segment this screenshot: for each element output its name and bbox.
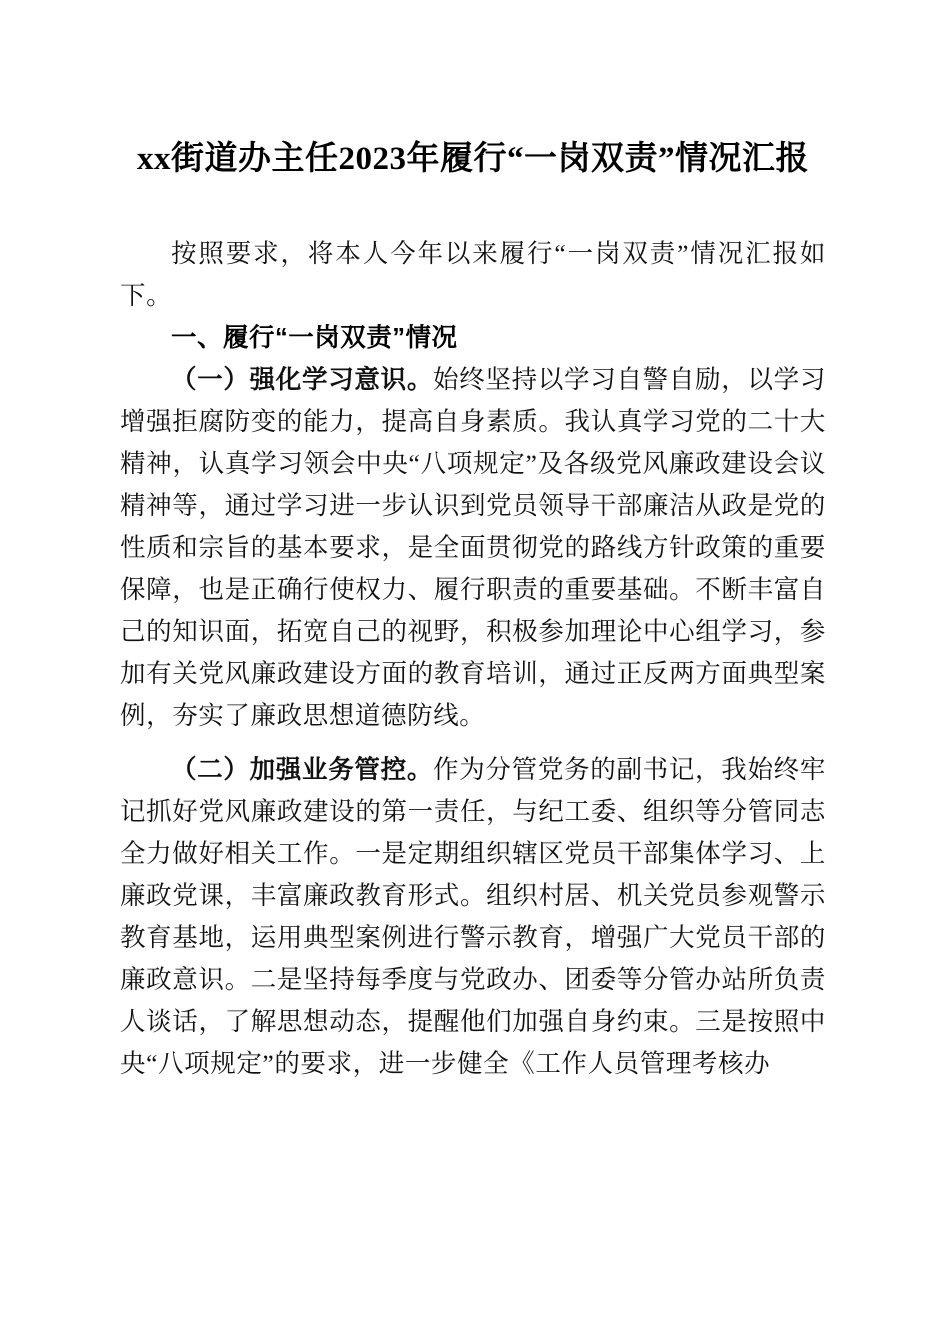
page-bottom-spacer [120,1085,826,1086]
subsection-lead-2: （二）加强业务管控。 [171,755,434,784]
section-heading-1: 一、履行“一岗双责”情况 [171,324,458,352]
subsection-body-1: 始终坚持以学习自警自励，以学习增强拒腐防变的能力，提高自身素质。我认真学习党的二十大精神，认真学习领会中央“八项规定”及各级党风廉政建设会议精神等，通过学习进一步认识到党员领导干部廉洁从政是党的性质和宗旨的基本要求，是全面贯彻党的路线方针政策的重要保障，也是正确行使权力、履行职责的重要基础。不断丰富自己的知识面，拓宽自己的视野，积极参加理论中心组学习，参加有关党风廉政建设方面的教育培训，通过正反两方面典型案例，夯实了廉政思想道德防线。 [120,365,826,730]
intro-paragraph: 按照要求，将本人今年以来履行“一岗双责”情况汇报如下。 [120,239,826,310]
document-body [120,0,826,1086]
page-title: xx街道办主任2023年履行“一岗双责”情况汇报 [137,141,809,177]
subsection-paragraph-1 [120,359,826,737]
subsection-lead-1: （一）强化学习意识。 [171,365,434,394]
subsection-body-2: 作为分管党务的副书记，我始终牢记抓好党风廉政建设的第一责任，与纪工委、组织等分管同志全力做好相关工作。一是定期组织辖区党员干部集体学习、上廉政党课，丰富廉政教育形式。组织村居、机关党员参观警示教育基地，运用典型案例进行警示教育，增强广大党员干部的廉政意识。二是坚持每季度与党政办、团委等分管办站所负责人谈话，了解思想动态，提醒他们加强自身约束。三是按照中央“八项规定”的要求，进一步健全《工作人员管理考核办 [120,755,826,1078]
subsection-paragraph-2 [120,749,826,1085]
